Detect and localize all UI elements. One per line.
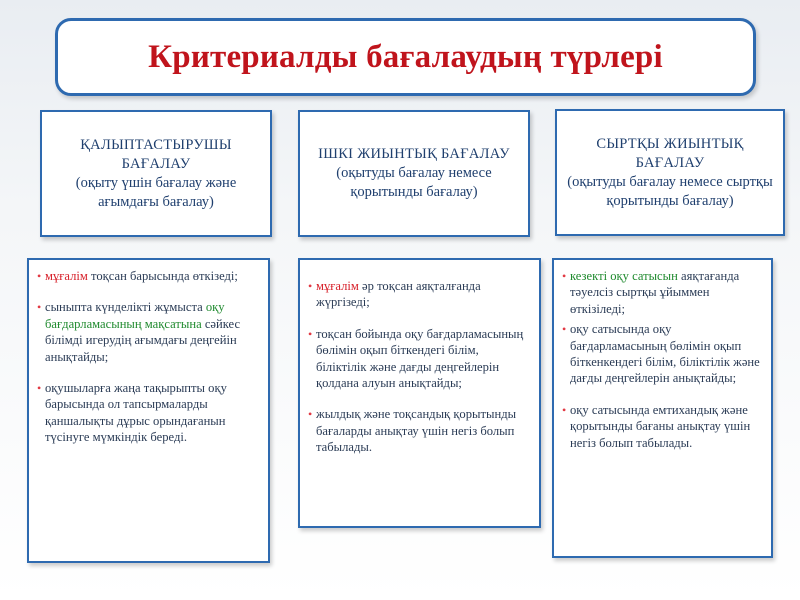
- header-title: ІШКІ ЖИЫНТЫҚ БАҒАЛАУ: [318, 146, 510, 162]
- bullet-icon: •: [562, 402, 567, 417]
- header-subtitle: (оқытуды бағалау немесе қорытынды бағалау): [336, 165, 492, 200]
- item-text: оқу сатысында емтихандық және қорытынды бағаны анықтау үшін негіз болып табылады.: [570, 402, 751, 450]
- item-text: тоқсан бойында оқу бағдарламасының бөлімін оқып біткендегі білім, біліктілік және дағды деңгейлерін қолдана алуын анықтайды;: [316, 326, 524, 391]
- list-formative: [27, 258, 270, 563]
- list-internal-summative: [298, 258, 541, 528]
- list-item: [308, 326, 531, 392]
- list-item: [37, 268, 260, 284]
- list-external-summative: [552, 258, 773, 558]
- bullet-icon: •: [562, 269, 567, 283]
- item-text: сыныпта күнделікті жұмыста: [45, 300, 206, 315]
- item-text: оқушыларға жаңа тақырыпты оқу барысында ол тапсырмаларды қаншалықты дұрыс орындағанын түсінуге мүмкіндік береді.: [45, 381, 227, 445]
- header-internal-summative: [298, 110, 530, 237]
- bullet-icon: •: [37, 300, 42, 315]
- header-external-summative: [555, 109, 785, 236]
- item-text: жылдық және тоқсандық қорытынды бағаларды анықтау үшін негіз болып табылады.: [316, 407, 517, 455]
- highlight-text: мұғалім: [45, 269, 88, 283]
- highlight-text: мұғалім: [316, 279, 359, 293]
- list-item: [37, 380, 260, 446]
- bullet-icon: •: [37, 269, 42, 283]
- bullet-icon: •: [308, 326, 313, 341]
- list-item: [562, 268, 763, 317]
- header-subtitle: (оқытуды бағалау немесе сыртқы қорытынды бағалау): [567, 173, 773, 209]
- page-title: Критериалды бағалаудың түрлері: [148, 38, 663, 75]
- list-item: [37, 299, 260, 365]
- header-subtitle: (оқыту үшін бағалау және ағымдағы бағалау): [75, 174, 237, 210]
- item-text: әр тоқсан аяқталғанда жүргізеді;: [316, 279, 481, 310]
- item-text: оқу сатысында оқу бағдарламасының бөлімін оқып біткенкендегі білім, біліктілік және дағды деңгейлерін анықтайды;: [570, 322, 760, 386]
- item-text: сәйкес білімді игерудің ағымдағы деңгейін анықтайды;: [45, 316, 241, 364]
- list-item: [308, 406, 531, 455]
- list-item: [308, 278, 531, 311]
- bullet-icon: •: [308, 407, 313, 422]
- item-text: аяқтағанда тәуелсіз сыртқы ұйыммен өткізіледі;: [570, 269, 740, 316]
- bullet-icon: •: [37, 381, 42, 396]
- highlight-text: оқу бағдарламасының мақсатына: [45, 300, 225, 331]
- title-banner: [55, 18, 756, 96]
- list-item: [562, 402, 763, 451]
- header-title: СЫРТҚЫ ЖИЫНТЫҚ БАҒАЛАУ: [596, 135, 744, 171]
- bullet-icon: •: [562, 322, 567, 337]
- list-item: [562, 321, 763, 387]
- highlight-text: кезекті оқу сатысын: [570, 269, 678, 283]
- bullet-icon: •: [308, 279, 313, 293]
- header-title: ҚАЛЫПТАСТЫРУШЫ БАҒАЛАУ: [80, 136, 232, 172]
- header-formative: [40, 110, 272, 237]
- item-text: тоқсан барысында өткізеді;: [87, 269, 238, 283]
